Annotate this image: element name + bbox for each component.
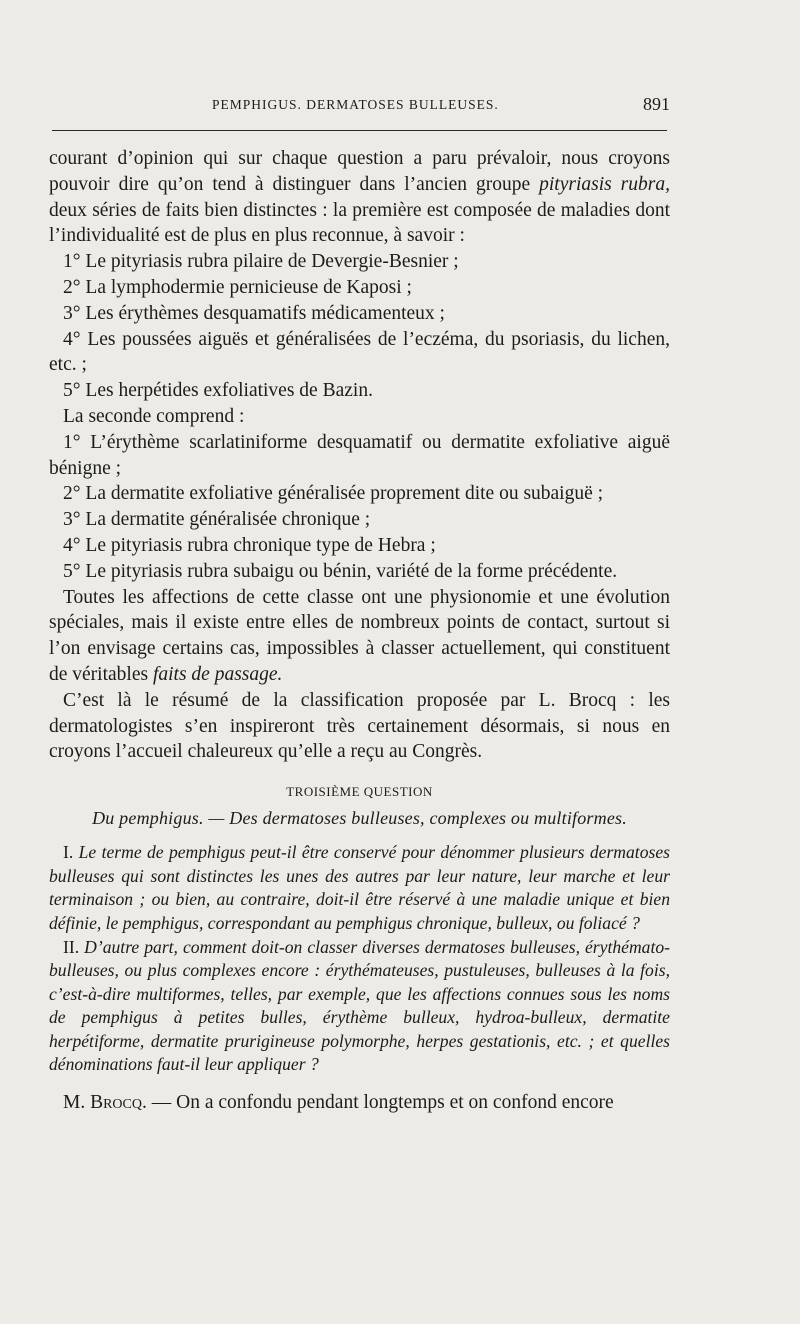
page-header [52,94,670,119]
list-item: 4° Le pityriasis rubra chronique type de Hebra ; [63,534,436,556]
speaker-name: M. Brocq. [63,1092,147,1114]
list-item: 3° La dermatite généralisée chronique ; [63,509,371,531]
list-item: 1° L’érythème scarlatiniforme desquamatif ou dermatite exfoliative aiguë bénigne ; [49,431,670,479]
list-item: 4° Les poussées aiguës et généralisées de l’eczéma, du psoriasis, du lichen, etc. ; [49,328,670,376]
list-item: 5° Les herpétides exfoliatives de Bazin. [63,380,373,402]
list-item: 2° La lymphodermie pernicieuse de Kaposi ; [63,276,412,298]
running-title: PEMPHIGUS. DERMATOSES BULLEUSES. [212,97,499,112]
paragraph-toutes: Toutes les affections de cette classe ont une physionomie et une évolution spéciales, mais il existe entre elles de nombreux points de contact, surtout si l’on envisage certains cas, impossibles à classer actuellement, qui constituent de véritables faits de passage. [49,586,670,685]
section-heading: TROISIÈME QUESTION [286,784,433,800]
paragraph-brocq: M. Brocq. — On a confondu pendant longtemps et on confond encore [63,1092,614,1114]
list-item: 2° La dermatite exfoliative généralisée proprement dite ou subaiguë ; [63,483,604,505]
page-body [49,146,670,1116]
emphasis-pityriasis-rubra: pityriasis rubra, [539,173,670,195]
question-two: II. D’autre part, comment doit-on classer diverses dermatoses bulleuses, érythémato-bulleuses, ou plus complexes encore : érythémateuses, pustuleuses, bulleuses à la fois, c’est-à-dire multiformes, telles, par exemple, que les affections connues sous les noms de pemphigus à petites bulles, érythème bulleux, hydroa-bulleux, dermatite herpétiforme, dermatite prurigineuse polymorphe, herpes gestationis, etc. ; et quelles dénominations faut-il leur appliquer ? [49,936,670,1075]
list-item: 1° Le pityriasis rubra pilaire de Devergie-Besnier ; [63,251,459,273]
second-series-intro: La seconde comprend : [63,405,245,427]
question-one: I. Le terme de pemphigus peut-il être conservé pour dénommer plusieurs dermatoses bulleuses qui sont distinctes les unes des autres par leur nature, leur marche et leur terminaison ; ou bien, au contraire, doit-il être réservé à une maladie unique et bien définie, le pemphigus, correspondant au pemphigus chronique, bulleux, ou foliacé ? [49,842,670,933]
list-item: 5° Le pityriasis rubra subaigu ou bénin, variété de la forme précédente. [63,560,618,582]
header-rule [52,130,667,131]
page-number: 891 [643,94,670,114]
emphasis-faits-de-passage: faits de passage. [152,663,283,685]
paragraph-opening: courant d’opinion qui sur chaque question a paru prévaloir, nous croyons pouvoir dire qu’on tend à distinguer dans l’ancien groupe pityriasis rubra, deux séries de faits bien distinctes : la première est composée de maladies dont l’individualité est de plus en plus reconnue, à savoir : [49,148,670,247]
list-item: 3° Les érythèmes desquamatifs médicamenteux ; [63,302,445,324]
section-subtitle: Du pemphigus. — Des dermatoses bulleuses, complexes ou multiformes. [92,808,627,829]
paragraph-resume: C’est là le résumé de la classification proposée par L. Brocq : les dermatologistes s’en inspireront très certainement désormais, si nous en croyons l’accueil chaleureux qu’elle a reçu au Congrès. [49,689,670,763]
